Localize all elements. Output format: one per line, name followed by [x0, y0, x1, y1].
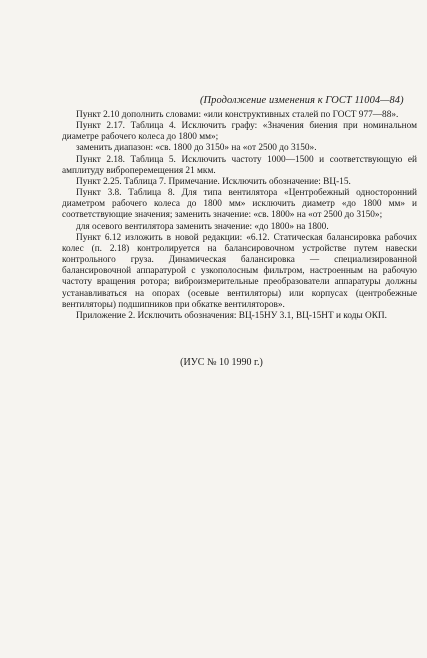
paragraph-2-10: Пункт 2.10 дополнить словами: «или конструктивных сталей по ГОСТ 977—88». — [76, 110, 399, 120]
amendment-text — [62, 110, 417, 322]
paragraph-2-18: Пункт 2.18. Таблица 5. Исключить частоту 1000—1500 и соответствующую ей амплитуду виброперемещения 21 мкм. — [62, 154, 417, 176]
ius-reference — [0, 357, 427, 368]
paragraph-2-25: Пункт 2.25. Таблица 7. Примечание. Исключить обозначение: ВЦ-15. — [76, 176, 351, 187]
paragraph-2-17: Пункт 2.17. Таблица 4. Исключить графу: «Значения биения при номинальном диаметре рабочего колеса до 1800 мм»; — [62, 121, 417, 143]
continuation-header: (Продолжение изменения к ГОСТ 11004—84) — [200, 95, 404, 106]
paragraph-2-17-range: заменить диапазон: «св. 1800 до 3150» на «от 2500 до 3150». — [76, 143, 317, 154]
ius-reference-text: (ИУС № 10 1990 г.) — [180, 357, 263, 368]
paragraph-appendix-2: Приложение 2. Исключить обозначения: ВЦ-15НУ 3.1, ВЦ-15НТ и коды ОКП. — [76, 310, 387, 321]
paragraph-3-8-axial: для осевого вентилятора заменить значение: «до 1800» на 1800. — [76, 221, 329, 232]
paragraph-3-8: Пункт 3.8. Таблица 8. Для типа вентилятора «Центробежный односторонний диаметром рабочего колеса до 1800 мм» исключить диаметр «до 1800 мм» и соответствующие значения; заменить значение: «св. 1800» на «от 2500 до 3150»; — [62, 188, 417, 221]
paragraph-6-12: Пункт 6.12 изложить в новой редакции: «6.12. Статическая балансировка рабочих колес (п. 2.18) контролируется на балансировочном устройстве путем навески контрольного груза. Динамическая балансировка — специализированной балансировочной аппаратурой с узкополосным фильтром, настроенным на рабочую частоту вращения ротора; виброизмерительные преобразователи аппаратуры должны устанавливаться на опорах (осевые вентиляторы) или корпусах (центробежные вентиляторы) подшипников при обкатке вентиляторов». — [62, 232, 417, 310]
